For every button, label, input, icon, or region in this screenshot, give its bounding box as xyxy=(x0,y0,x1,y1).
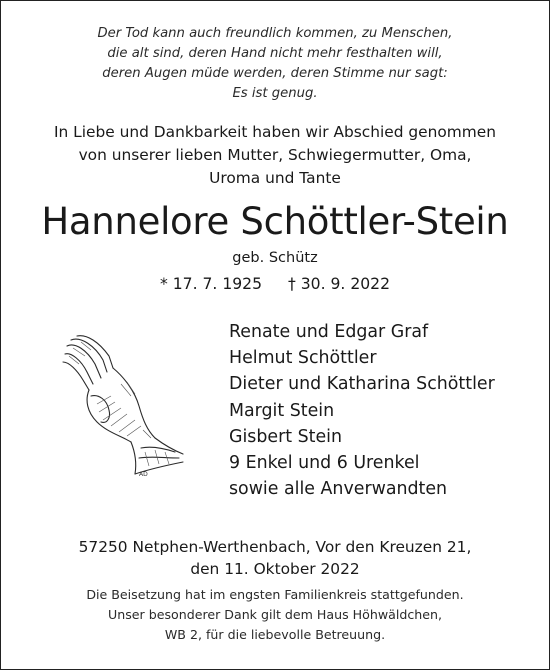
footer-line: Unser besonderer Dank gilt dem Haus Höhwäldchen, xyxy=(108,607,442,622)
poem-line: Der Tod kann auch freundlich kommen, zu Menschen, xyxy=(97,26,453,41)
survivor-item: Dieter und Katharina Schöttler xyxy=(229,374,495,395)
deceased-name: Hannelore Schöttler-Stein xyxy=(41,200,509,243)
survivor-item: Renate und Edgar Graf xyxy=(229,322,429,342)
address-line: 57250 Netphen-Werthenbach, Vor den Kreuzen 21, xyxy=(78,538,472,556)
life-dates xyxy=(1,273,549,295)
intro-text xyxy=(1,121,549,190)
born-name: geb. Schütz xyxy=(232,250,318,266)
intro-line: In Liebe und Dankbarkeit haben wir Abschied genommen xyxy=(53,123,497,141)
poem-line: die alt sind, deren Hand nicht mehr festhalten will, xyxy=(107,46,443,61)
survivor-item: sowie alle Anverwandten xyxy=(229,479,448,500)
footer-line: Die Beisetzung hat im engsten Familienkreis stattgefunden. xyxy=(86,587,464,602)
intro-line: Uroma und Tante xyxy=(209,169,341,187)
birth-date: * 17. 7. 1925 xyxy=(159,275,262,293)
artist-signature: AD xyxy=(139,471,148,478)
survivor-item: Helmut Schöttler xyxy=(229,348,377,369)
survivor-item: Margit Stein xyxy=(229,400,335,421)
address-block xyxy=(1,536,549,580)
poem xyxy=(1,24,549,104)
date-line: den 11. Oktober 2022 xyxy=(190,560,360,578)
footer-line: WB 2, für die liebevolle Betreuung. xyxy=(164,627,386,642)
survivor-item: 9 Enkel und 6 Urenkel xyxy=(229,453,420,474)
poem-line: Es ist genug. xyxy=(232,86,318,101)
survivor-item: Gisbert Stein xyxy=(229,426,343,447)
intro-line: von unserer lieben Mutter, Schwiegermutter, Oma, xyxy=(78,146,472,164)
poem-line: deren Augen müde werden, deren Stimme nur sagt: xyxy=(102,66,448,81)
survivors-list xyxy=(229,319,495,502)
death-date: † 30. 9. 2022 xyxy=(288,275,391,293)
praying-hands-icon xyxy=(51,334,191,482)
footer-notes xyxy=(1,585,549,645)
